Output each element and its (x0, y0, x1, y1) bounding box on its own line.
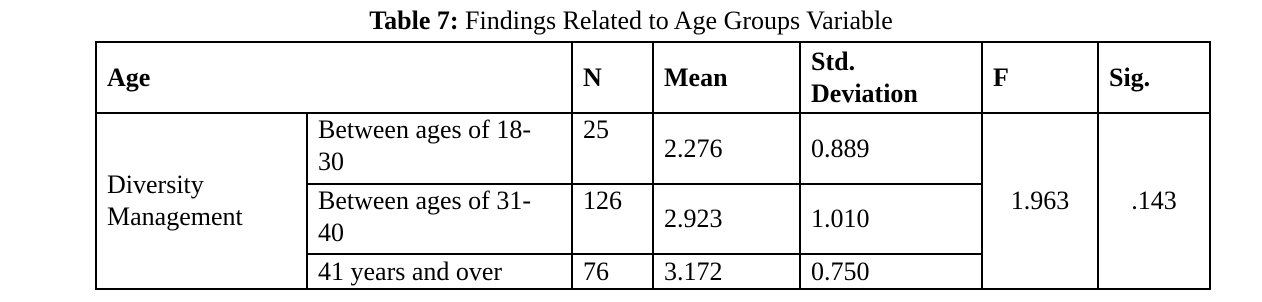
age-range-line2: 40 (318, 218, 344, 247)
header-age: Age (96, 42, 572, 113)
table-caption (0, 6, 1262, 36)
header-f: F (982, 42, 1098, 113)
mean-cell: 2.276 (653, 113, 800, 184)
std-cell: 0.889 (800, 113, 982, 184)
sig-value-cell: .143 (1098, 113, 1210, 289)
table-row (96, 113, 1210, 184)
n-cell: 126 (572, 184, 653, 254)
age-range-line1: Between ages of 18- (318, 115, 531, 144)
header-n: N (572, 42, 653, 113)
mean-cell: 3.172 (653, 254, 800, 289)
n-cell: 25 (572, 113, 653, 184)
header-std-deviation (800, 42, 982, 113)
mean-cell: 2.923 (653, 184, 800, 254)
header-row (96, 42, 1210, 113)
age-range-cell (307, 184, 572, 254)
n-cell: 76 (572, 254, 653, 289)
age-range-line2: 30 (318, 147, 344, 176)
header-std-line2: Deviation (811, 78, 918, 108)
group-label-line2: Management (107, 202, 243, 231)
std-cell: 0.750 (800, 254, 982, 289)
findings-table (95, 41, 1211, 290)
age-range-line1: Between ages of 31- (318, 186, 531, 215)
header-sig: Sig. (1098, 42, 1210, 113)
group-label-line1: Diversity (107, 170, 204, 199)
header-mean: Mean (653, 42, 800, 113)
header-std-line1: Std. (811, 46, 856, 76)
age-range-cell: 41 years and over (307, 254, 572, 289)
f-value-cell: 1.963 (982, 113, 1098, 289)
std-cell: 1.010 (800, 184, 982, 254)
caption-text: Findings Related to Age Groups Variable (458, 6, 893, 35)
age-range-cell (307, 113, 572, 184)
caption-label: Table 7: (369, 6, 459, 35)
group-label-cell (96, 113, 307, 289)
